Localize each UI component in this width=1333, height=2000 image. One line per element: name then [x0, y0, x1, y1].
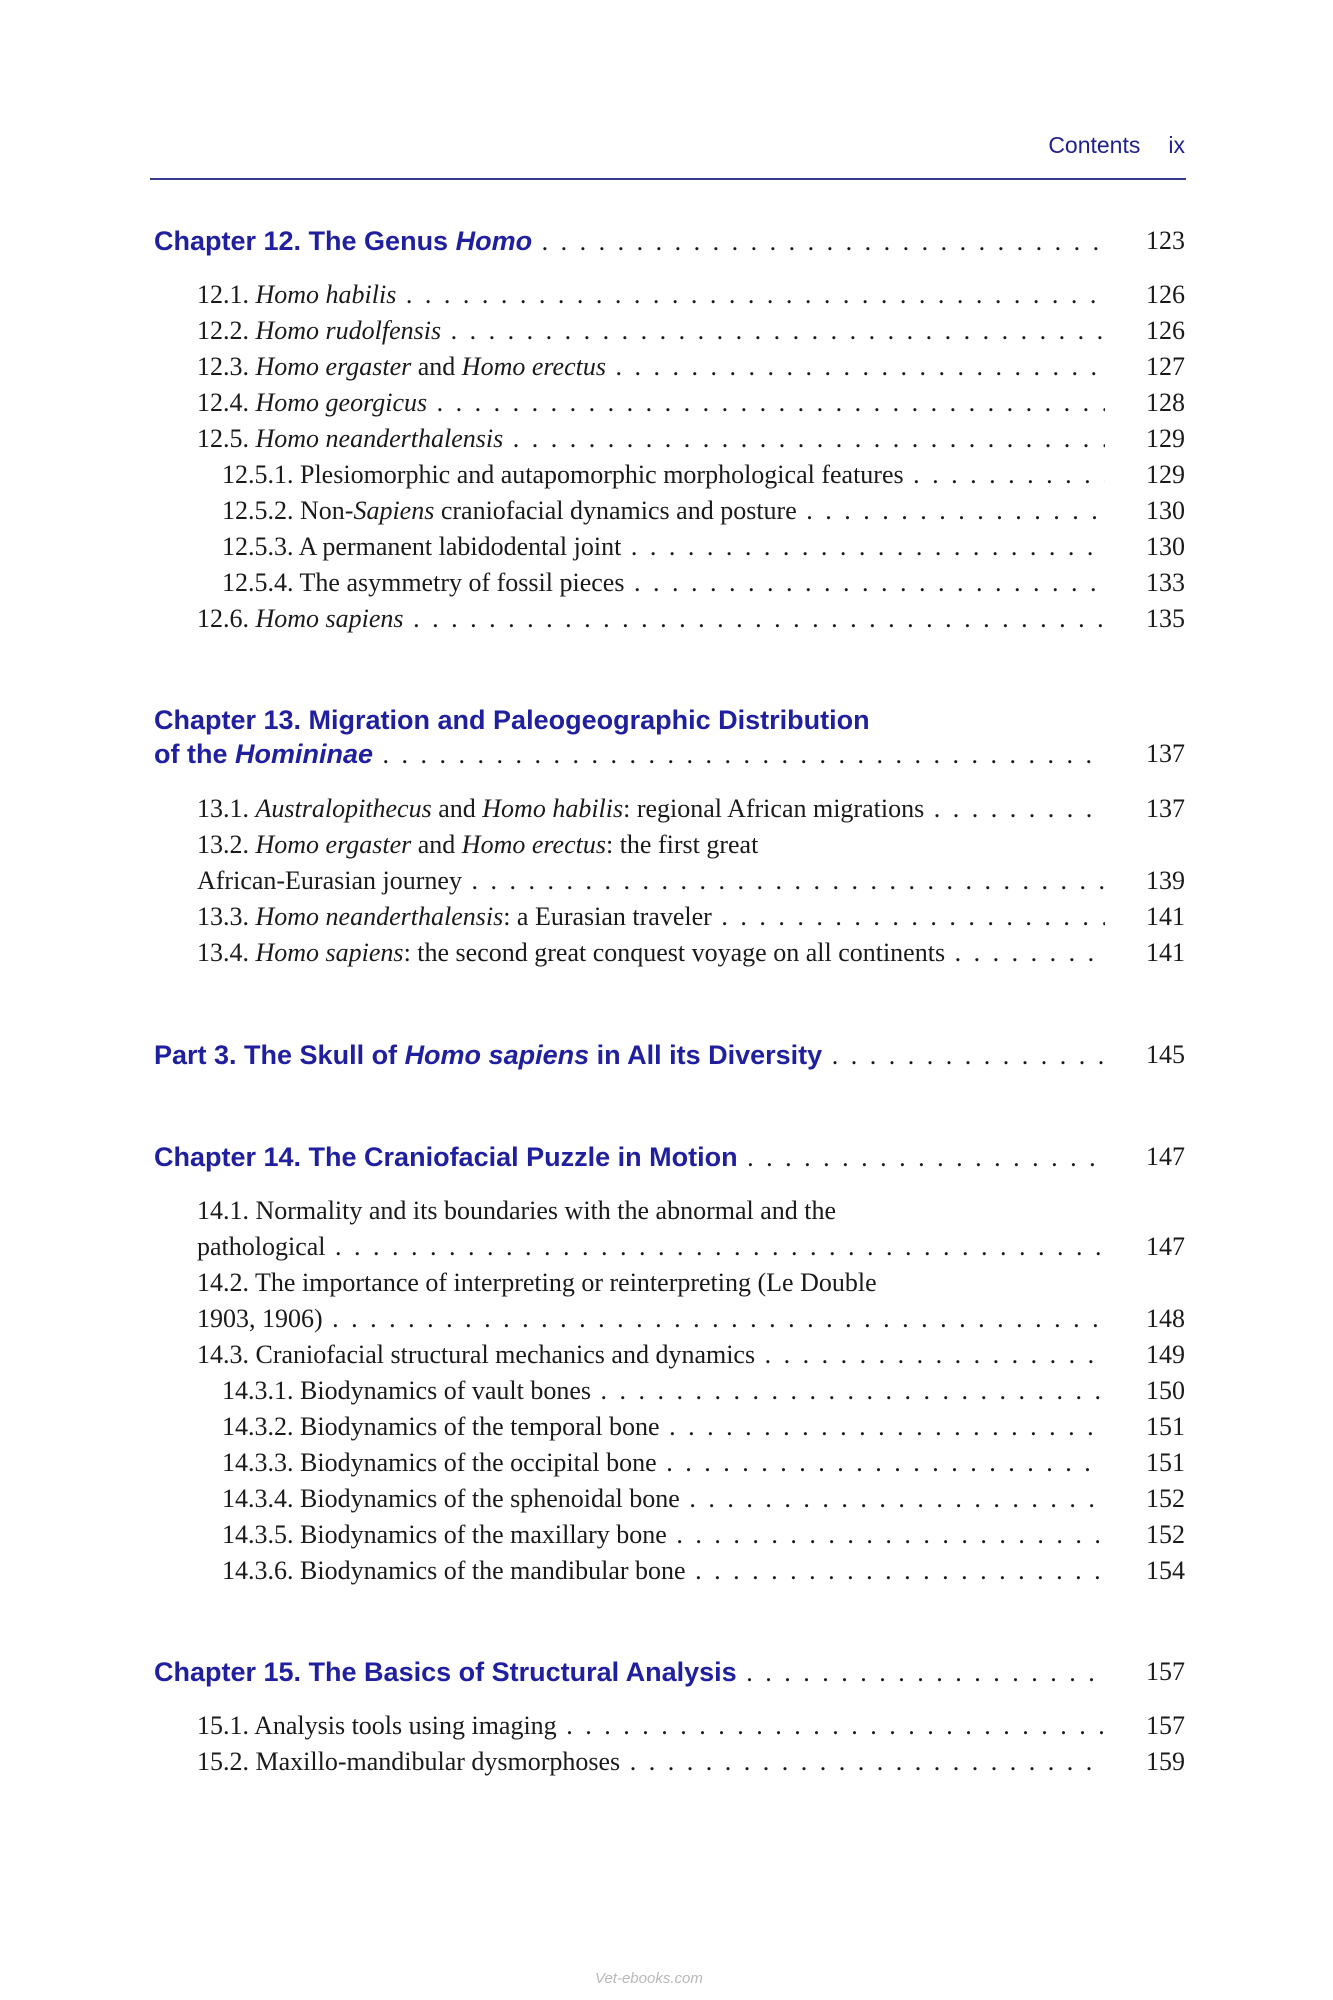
toc-section-13-3[interactable]	[0, 897, 1333, 937]
section-title: Homo rudolfensis	[255, 316, 442, 345]
page-number: 152	[1146, 1484, 1185, 1513]
toc-section-15-1[interactable]	[0, 1706, 1333, 1746]
page-number: 126	[1146, 280, 1185, 309]
page-number: 152	[1146, 1520, 1185, 1549]
page-number: 130	[1146, 496, 1185, 525]
section-title: 14.3.1. Biodynamics of vault bones . . .	[222, 1371, 1105, 1411]
chapter-title: Chapter 15. The Basics of Structural Analysis . . .	[154, 1652, 1105, 1693]
page-number: 149	[1146, 1340, 1185, 1369]
toc-section-14-3-3[interactable]	[0, 1443, 1333, 1483]
page-number: 129	[1146, 460, 1185, 489]
section-title: : the second great conquest voyage on all continents	[403, 938, 946, 967]
page-number: 133	[1146, 568, 1185, 597]
page-number: 145	[1146, 1040, 1185, 1069]
toc-section-12-5-2[interactable]	[0, 491, 1333, 531]
toc-section-13-1[interactable]	[0, 789, 1333, 829]
toc-section-14-2[interactable]	[0, 1299, 1333, 1339]
toc-chapter-13-title-line1[interactable]: Chapter 13. Migration and Paleogeographic Distribution	[154, 705, 870, 735]
section-title-italic: Homo neanderthalensis	[255, 902, 504, 931]
section-title: 15.1. Analysis tools using imaging . . .	[197, 1706, 1105, 1746]
section-title: Homo neanderthalensis	[255, 424, 504, 453]
toc-section-12-2[interactable]	[0, 311, 1333, 351]
toc-section-12-5-3[interactable]	[0, 527, 1333, 567]
section-title: 14.3.3. Biodynamics of the occipital bone . . .	[222, 1443, 1105, 1483]
page-number: 147	[1146, 1232, 1185, 1261]
page-number: 129	[1146, 424, 1185, 453]
section-title: 12.5.4. The asymmetry of fossil pieces . . .	[222, 563, 1105, 603]
toc-section-12-5-1[interactable]	[0, 455, 1333, 495]
page-number: 157	[1146, 1711, 1185, 1740]
section-number: 12.1.	[197, 280, 256, 309]
toc-chapter-12[interactable]	[0, 221, 1333, 261]
toc-section-14-1-line1[interactable]: 14.1. Normality and its boundaries with the abnormal and the	[197, 1196, 837, 1225]
chapter-title-italic: Homininae	[235, 739, 374, 769]
section-title-italic: Homo ergaster	[255, 830, 412, 859]
section-title: 12.5.2. Non-	[222, 496, 354, 525]
section-number: 12.3.	[197, 352, 256, 381]
page-number: 148	[1146, 1304, 1185, 1333]
toc-section-13-2[interactable]	[0, 861, 1333, 901]
section-title: 12.5.3. A permanent labidodental joint . . .	[222, 527, 1105, 567]
section-title-italic: Sapiens	[353, 496, 435, 525]
section-title: Homo georgicus	[255, 388, 428, 417]
page-number: 141	[1146, 938, 1185, 967]
toc-section-12-3[interactable]	[0, 347, 1333, 387]
section-number: 12.2.	[197, 316, 256, 345]
part-title: Part 3. The Skull of	[154, 1040, 405, 1070]
section-title: 14.3.5. Biodynamics of the maxillary bone . . .	[222, 1515, 1105, 1555]
section-title-italic: Homo ergaster	[255, 352, 412, 381]
section-title: 14.3. Craniofacial structural mechanics and dynamics . . .	[197, 1335, 1105, 1375]
section-title: 14.3.4. Biodynamics of the sphenoidal bone . . .	[222, 1479, 1105, 1519]
toc-section-14-3-6[interactable]	[0, 1551, 1333, 1591]
page-number: 137	[1146, 794, 1185, 823]
page-number: 141	[1146, 902, 1185, 931]
toc-section-12-5[interactable]	[0, 419, 1333, 459]
page-number: 126	[1146, 316, 1185, 345]
section-title: pathological . . .	[197, 1227, 1105, 1267]
toc-section-12-1[interactable]	[0, 275, 1333, 315]
toc-section-15-2[interactable]	[0, 1742, 1333, 1782]
part-title: in All its Diversity	[589, 1040, 823, 1070]
section-title: African-Eurasian journey . . .	[197, 861, 1105, 901]
toc-section-14-3-2[interactable]	[0, 1407, 1333, 1447]
section-number: 12.5.	[197, 424, 256, 453]
section-title-italic: Homo habilis	[482, 794, 624, 823]
toc-chapter-13[interactable]	[0, 734, 1333, 774]
toc-section-14-3-4[interactable]	[0, 1479, 1333, 1519]
toc-chapter-15[interactable]	[0, 1652, 1333, 1692]
section-title: and	[411, 352, 462, 381]
toc-section-12-4[interactable]	[0, 383, 1333, 423]
section-title: 14.3.6. Biodynamics of the mandibular bone . . .	[222, 1551, 1105, 1591]
chapter-title: Chapter 12. The Genus	[154, 226, 456, 256]
page-number: 139	[1146, 866, 1185, 895]
page-number: 123	[1146, 226, 1185, 255]
section-title: 15.2. Maxillo-mandibular dysmorphoses . . .	[197, 1742, 1105, 1782]
section-title: 12.5.1. Plesiomorphic and autapomorphic morphological features . . .	[222, 455, 1105, 495]
section-title: Homo sapiens	[255, 604, 404, 633]
toc-section-14-3-5[interactable]	[0, 1515, 1333, 1555]
toc-section-14-1[interactable]	[0, 1227, 1333, 1267]
running-header	[150, 132, 1185, 159]
page-number: 154	[1146, 1556, 1185, 1585]
toc-section-14-2-line1[interactable]: 14.2. The importance of interpreting or reinterpreting (Le Double	[197, 1268, 877, 1297]
section-title: : regional African migrations	[623, 794, 925, 823]
section-title: : a Eurasian traveler	[503, 902, 712, 931]
section-number: 12.4.	[197, 388, 256, 417]
toc-section-12-6[interactable]	[0, 599, 1333, 639]
section-number: 13.1.	[197, 794, 256, 823]
toc-section-12-5-4[interactable]	[0, 563, 1333, 603]
page-number: 147	[1146, 1142, 1185, 1171]
section-title-italic: Australopithecus	[255, 794, 432, 823]
section-title: and	[431, 794, 483, 823]
page-number: 157	[1146, 1657, 1185, 1686]
page-number: 127	[1146, 352, 1185, 381]
section-number: 13.4.	[197, 938, 256, 967]
section-number: 13.2.	[197, 830, 256, 859]
header-page-number: ix	[1168, 132, 1185, 158]
toc-section-14-3[interactable]	[0, 1335, 1333, 1375]
section-title-italic: Homo erectus	[461, 352, 606, 381]
header-title: Contents	[1048, 132, 1141, 158]
section-title: Homo habilis	[255, 280, 397, 309]
toc-section-14-3-1[interactable]	[0, 1371, 1333, 1411]
toc-part-3[interactable]	[0, 1035, 1333, 1075]
page-number: 135	[1146, 604, 1185, 633]
toc-section-13-4[interactable]	[0, 933, 1333, 973]
section-title: and	[411, 830, 462, 859]
toc-chapter-14[interactable]	[0, 1137, 1333, 1177]
part-title-italic: Homo sapiens	[404, 1040, 590, 1070]
chapter-title: Chapter 14. The Craniofacial Puzzle in Motion . . .	[154, 1137, 1105, 1178]
chapter-title: of the	[154, 739, 235, 769]
page-number: 150	[1146, 1376, 1185, 1405]
page-number: 130	[1146, 532, 1185, 561]
section-title-italic: Homo erectus	[461, 830, 606, 859]
toc-section-13-2-line1[interactable]	[197, 825, 758, 865]
section-title: : the first great	[605, 830, 759, 859]
section-title-italic: Homo sapiens	[255, 938, 404, 967]
section-number: 12.6.	[197, 604, 256, 633]
header-rule	[150, 178, 1186, 180]
section-title: 1903, 1906) . . .	[197, 1299, 1105, 1339]
section-title: craniofacial dynamics and posture	[434, 496, 797, 525]
page-number: 128	[1146, 388, 1185, 417]
page-number: 159	[1146, 1747, 1185, 1776]
section-number: 13.3.	[197, 902, 256, 931]
page-number: 137	[1146, 739, 1185, 768]
chapter-title-italic: Homo	[455, 226, 533, 256]
section-title: 14.3.2. Biodynamics of the temporal bone . . .	[222, 1407, 1105, 1447]
page-number: 151	[1146, 1412, 1185, 1441]
watermark-logo: Vet-ebooks.com	[595, 1970, 703, 1987]
page-number: 151	[1146, 1448, 1185, 1477]
